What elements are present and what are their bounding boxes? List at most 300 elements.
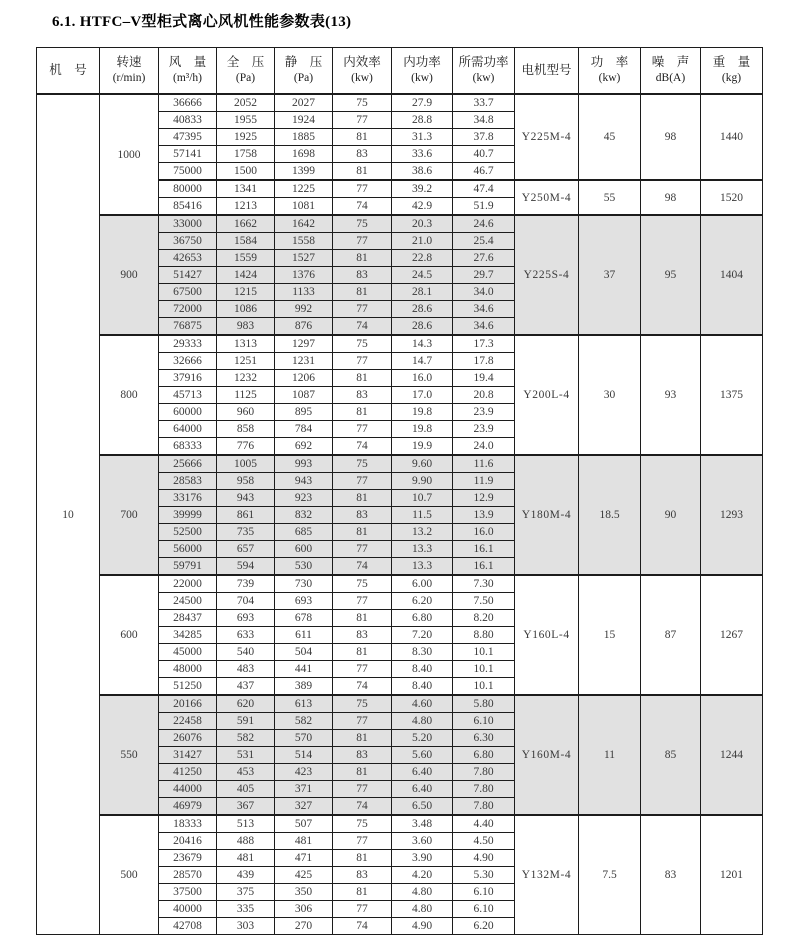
header-label: 所需功率 bbox=[458, 55, 509, 70]
cell-flow: 24500 bbox=[159, 593, 217, 610]
cell-internal-power: 6.00 bbox=[392, 575, 453, 593]
cell-required-power: 12.9 bbox=[453, 490, 515, 507]
cell-total-pressure: 657 bbox=[217, 541, 275, 558]
cell-total-pressure: 693 bbox=[217, 610, 275, 627]
header-label: 重 量 bbox=[712, 55, 751, 70]
cell-internal-power: 6.50 bbox=[392, 798, 453, 816]
cell-flow: 46979 bbox=[159, 798, 217, 816]
header-row bbox=[37, 48, 763, 95]
cell-total-pressure: 2052 bbox=[217, 94, 275, 112]
cell-internal-power: 24.5 bbox=[392, 267, 453, 284]
col-header-total-pressure bbox=[217, 48, 275, 95]
cell-required-power: 19.4 bbox=[453, 370, 515, 387]
cell-static-pressure: 1376 bbox=[275, 267, 333, 284]
cell-total-pressure: 1313 bbox=[217, 335, 275, 353]
cell-speed: 1000 bbox=[100, 94, 159, 215]
cell-internal-power: 3.48 bbox=[392, 815, 453, 833]
cell-motor-power: 45 bbox=[579, 94, 641, 180]
cell-required-power: 8.20 bbox=[453, 610, 515, 627]
cell-noise: 83 bbox=[641, 815, 701, 935]
page-title: 6.1. HTFC–V型柜式离心风机性能参数表(13) bbox=[52, 14, 352, 30]
cell-required-power: 24.0 bbox=[453, 438, 515, 456]
cell-weight: 1520 bbox=[701, 180, 763, 215]
header-unit: (kg) bbox=[721, 72, 742, 85]
cell-internal-power: 4.20 bbox=[392, 867, 453, 884]
fan-performance-table bbox=[36, 47, 763, 935]
cell-motor-model: Y250M-4 bbox=[515, 180, 579, 215]
cell-static-pressure: 582 bbox=[275, 713, 333, 730]
cell-static-pressure: 471 bbox=[275, 850, 333, 867]
cell-internal-power: 6.80 bbox=[392, 610, 453, 627]
cell-noise: 98 bbox=[641, 180, 701, 215]
header-unit: (Pa) bbox=[293, 72, 314, 85]
col-header-noise bbox=[641, 48, 701, 95]
cell-total-pressure: 1424 bbox=[217, 267, 275, 284]
cell-efficiency: 77 bbox=[333, 593, 392, 610]
cell-efficiency: 77 bbox=[333, 541, 392, 558]
cell-total-pressure: 1213 bbox=[217, 198, 275, 216]
cell-efficiency: 81 bbox=[333, 644, 392, 661]
cell-static-pressure: 895 bbox=[275, 404, 333, 421]
cell-total-pressure: 958 bbox=[217, 473, 275, 490]
cell-static-pressure: 600 bbox=[275, 541, 333, 558]
cell-internal-power: 28.6 bbox=[392, 318, 453, 336]
cell-required-power: 16.1 bbox=[453, 558, 515, 576]
cell-motor-power: 7.5 bbox=[579, 815, 641, 935]
cell-speed: 900 bbox=[100, 215, 159, 335]
cell-noise: 87 bbox=[641, 575, 701, 695]
cell-flow: 68333 bbox=[159, 438, 217, 456]
cell-total-pressure: 704 bbox=[217, 593, 275, 610]
cell-static-pressure: 389 bbox=[275, 678, 333, 696]
cell-required-power: 10.1 bbox=[453, 644, 515, 661]
header-unit: (kw) bbox=[472, 72, 495, 85]
cell-efficiency: 83 bbox=[333, 747, 392, 764]
cell-total-pressure: 739 bbox=[217, 575, 275, 593]
cell-required-power: 6.10 bbox=[453, 901, 515, 918]
cell-total-pressure: 437 bbox=[217, 678, 275, 696]
cell-required-power: 25.4 bbox=[453, 233, 515, 250]
cell-internal-power: 14.7 bbox=[392, 353, 453, 370]
table-row bbox=[37, 575, 763, 593]
cell-machine-no: 10 bbox=[37, 94, 100, 935]
cell-internal-power: 7.20 bbox=[392, 627, 453, 644]
cell-static-pressure: 570 bbox=[275, 730, 333, 747]
cell-required-power: 17.8 bbox=[453, 353, 515, 370]
cell-static-pressure: 1087 bbox=[275, 387, 333, 404]
cell-flow: 67500 bbox=[159, 284, 217, 301]
cell-flow: 34285 bbox=[159, 627, 217, 644]
cell-flow: 22000 bbox=[159, 575, 217, 593]
table-row bbox=[37, 455, 763, 473]
cell-efficiency: 83 bbox=[333, 627, 392, 644]
cell-static-pressure: 1642 bbox=[275, 215, 333, 233]
cell-total-pressure: 594 bbox=[217, 558, 275, 576]
cell-flow: 32666 bbox=[159, 353, 217, 370]
cell-required-power: 7.80 bbox=[453, 764, 515, 781]
cell-required-power: 5.30 bbox=[453, 867, 515, 884]
cell-noise: 93 bbox=[641, 335, 701, 455]
cell-static-pressure: 1225 bbox=[275, 180, 333, 198]
cell-total-pressure: 540 bbox=[217, 644, 275, 661]
cell-efficiency: 83 bbox=[333, 507, 392, 524]
cell-required-power: 7.50 bbox=[453, 593, 515, 610]
cell-required-power: 16.1 bbox=[453, 541, 515, 558]
cell-total-pressure: 367 bbox=[217, 798, 275, 816]
header-unit: (kw) bbox=[351, 72, 373, 85]
cell-flow: 52500 bbox=[159, 524, 217, 541]
cell-internal-power: 21.0 bbox=[392, 233, 453, 250]
header-label: 噪 声 bbox=[651, 55, 690, 70]
cell-flow: 28437 bbox=[159, 610, 217, 627]
header-label: 内功率 bbox=[403, 55, 441, 70]
cell-required-power: 6.30 bbox=[453, 730, 515, 747]
cell-weight: 1440 bbox=[701, 94, 763, 180]
cell-weight: 1293 bbox=[701, 455, 763, 575]
cell-total-pressure: 1500 bbox=[217, 163, 275, 181]
cell-static-pressure: 1399 bbox=[275, 163, 333, 181]
cell-static-pressure: 1885 bbox=[275, 129, 333, 146]
cell-static-pressure: 514 bbox=[275, 747, 333, 764]
cell-static-pressure: 441 bbox=[275, 661, 333, 678]
cell-flow: 64000 bbox=[159, 421, 217, 438]
cell-efficiency: 74 bbox=[333, 438, 392, 456]
cell-total-pressure: 1215 bbox=[217, 284, 275, 301]
cell-total-pressure: 943 bbox=[217, 490, 275, 507]
cell-static-pressure: 1527 bbox=[275, 250, 333, 267]
cell-efficiency: 74 bbox=[333, 918, 392, 935]
cell-efficiency: 81 bbox=[333, 284, 392, 301]
cell-noise: 90 bbox=[641, 455, 701, 575]
cell-static-pressure: 504 bbox=[275, 644, 333, 661]
cell-total-pressure: 1341 bbox=[217, 180, 275, 198]
cell-static-pressure: 530 bbox=[275, 558, 333, 576]
cell-flow: 75000 bbox=[159, 163, 217, 181]
cell-flow: 33000 bbox=[159, 215, 217, 233]
cell-internal-power: 13.2 bbox=[392, 524, 453, 541]
table-row bbox=[37, 335, 763, 353]
cell-flow: 28570 bbox=[159, 867, 217, 884]
cell-total-pressure: 1232 bbox=[217, 370, 275, 387]
cell-flow: 33176 bbox=[159, 490, 217, 507]
cell-internal-power: 5.20 bbox=[392, 730, 453, 747]
cell-efficiency: 74 bbox=[333, 318, 392, 336]
table-row bbox=[37, 815, 763, 833]
cell-efficiency: 75 bbox=[333, 815, 392, 833]
col-header-speed bbox=[100, 48, 159, 95]
cell-speed: 800 bbox=[100, 335, 159, 455]
cell-required-power: 20.8 bbox=[453, 387, 515, 404]
cell-total-pressure: 633 bbox=[217, 627, 275, 644]
cell-required-power: 40.7 bbox=[453, 146, 515, 163]
cell-flow: 23679 bbox=[159, 850, 217, 867]
cell-flow: 37916 bbox=[159, 370, 217, 387]
cell-static-pressure: 993 bbox=[275, 455, 333, 473]
cell-internal-power: 4.60 bbox=[392, 695, 453, 713]
cell-total-pressure: 1005 bbox=[217, 455, 275, 473]
cell-required-power: 46.7 bbox=[453, 163, 515, 181]
cell-static-pressure: 1924 bbox=[275, 112, 333, 129]
cell-required-power: 23.9 bbox=[453, 421, 515, 438]
cell-total-pressure: 335 bbox=[217, 901, 275, 918]
cell-flow: 41250 bbox=[159, 764, 217, 781]
cell-speed: 500 bbox=[100, 815, 159, 935]
cell-internal-power: 39.2 bbox=[392, 180, 453, 198]
cell-total-pressure: 983 bbox=[217, 318, 275, 336]
col-header-motor-model bbox=[515, 48, 579, 95]
cell-efficiency: 83 bbox=[333, 867, 392, 884]
header-label: 内效率 bbox=[343, 55, 381, 70]
cell-required-power: 51.9 bbox=[453, 198, 515, 216]
cell-internal-power: 3.60 bbox=[392, 833, 453, 850]
cell-static-pressure: 1698 bbox=[275, 146, 333, 163]
cell-static-pressure: 1133 bbox=[275, 284, 333, 301]
cell-efficiency: 75 bbox=[333, 575, 392, 593]
cell-internal-power: 9.90 bbox=[392, 473, 453, 490]
header-label: 全 压 bbox=[226, 55, 265, 70]
header-unit: (kw) bbox=[411, 72, 433, 85]
cell-internal-power: 27.9 bbox=[392, 94, 453, 112]
col-header-machine-no bbox=[37, 48, 100, 95]
cell-flow: 22458 bbox=[159, 713, 217, 730]
cell-flow: 40000 bbox=[159, 901, 217, 918]
cell-noise: 85 bbox=[641, 695, 701, 815]
header-unit: (Pa) bbox=[235, 72, 256, 85]
cell-required-power: 6.10 bbox=[453, 713, 515, 730]
cell-required-power: 37.8 bbox=[453, 129, 515, 146]
cell-internal-power: 11.5 bbox=[392, 507, 453, 524]
cell-efficiency: 81 bbox=[333, 764, 392, 781]
cell-flow: 36666 bbox=[159, 94, 217, 112]
cell-efficiency: 77 bbox=[333, 833, 392, 850]
cell-motor-power: 18.5 bbox=[579, 455, 641, 575]
cell-efficiency: 75 bbox=[333, 695, 392, 713]
cell-motor-model: Y132M-4 bbox=[515, 815, 579, 935]
cell-motor-power: 55 bbox=[579, 180, 641, 215]
cell-static-pressure: 923 bbox=[275, 490, 333, 507]
cell-static-pressure: 371 bbox=[275, 781, 333, 798]
cell-flow: 44000 bbox=[159, 781, 217, 798]
cell-efficiency: 81 bbox=[333, 370, 392, 387]
cell-static-pressure: 678 bbox=[275, 610, 333, 627]
cell-flow: 80000 bbox=[159, 180, 217, 198]
cell-internal-power: 13.3 bbox=[392, 541, 453, 558]
cell-total-pressure: 858 bbox=[217, 421, 275, 438]
cell-flow: 40833 bbox=[159, 112, 217, 129]
cell-flow: 31427 bbox=[159, 747, 217, 764]
header-label: 静 压 bbox=[284, 55, 323, 70]
cell-required-power: 7.80 bbox=[453, 798, 515, 816]
cell-flow: 25666 bbox=[159, 455, 217, 473]
cell-required-power: 11.9 bbox=[453, 473, 515, 490]
cell-required-power: 6.20 bbox=[453, 918, 515, 935]
cell-total-pressure: 513 bbox=[217, 815, 275, 833]
cell-required-power: 4.40 bbox=[453, 815, 515, 833]
header-label: 机 号 bbox=[49, 63, 87, 78]
cell-efficiency: 77 bbox=[333, 301, 392, 318]
cell-static-pressure: 327 bbox=[275, 798, 333, 816]
cell-required-power: 7.30 bbox=[453, 575, 515, 593]
cell-speed: 550 bbox=[100, 695, 159, 815]
cell-noise: 98 bbox=[641, 94, 701, 180]
cell-efficiency: 81 bbox=[333, 730, 392, 747]
cell-flow: 56000 bbox=[159, 541, 217, 558]
cell-internal-power: 14.3 bbox=[392, 335, 453, 353]
cell-total-pressure: 591 bbox=[217, 713, 275, 730]
cell-static-pressure: 832 bbox=[275, 507, 333, 524]
cell-efficiency: 77 bbox=[333, 473, 392, 490]
col-header-efficiency bbox=[333, 48, 392, 95]
header-label: 转速 bbox=[116, 55, 142, 70]
cell-flow: 72000 bbox=[159, 301, 217, 318]
cell-required-power: 6.10 bbox=[453, 884, 515, 901]
cell-static-pressure: 1206 bbox=[275, 370, 333, 387]
cell-internal-power: 8.30 bbox=[392, 644, 453, 661]
cell-total-pressure: 1758 bbox=[217, 146, 275, 163]
cell-total-pressure: 488 bbox=[217, 833, 275, 850]
cell-flow: 85416 bbox=[159, 198, 217, 216]
cell-motor-power: 15 bbox=[579, 575, 641, 695]
cell-total-pressure: 960 bbox=[217, 404, 275, 421]
cell-flow: 20416 bbox=[159, 833, 217, 850]
col-header-flow bbox=[159, 48, 217, 95]
cell-required-power: 5.80 bbox=[453, 695, 515, 713]
cell-static-pressure: 611 bbox=[275, 627, 333, 644]
cell-internal-power: 38.6 bbox=[392, 163, 453, 181]
cell-efficiency: 74 bbox=[333, 678, 392, 696]
cell-total-pressure: 1125 bbox=[217, 387, 275, 404]
col-header-static-pressure bbox=[275, 48, 333, 95]
cell-total-pressure: 531 bbox=[217, 747, 275, 764]
cell-total-pressure: 1251 bbox=[217, 353, 275, 370]
cell-required-power: 6.80 bbox=[453, 747, 515, 764]
cell-required-power: 16.0 bbox=[453, 524, 515, 541]
cell-total-pressure: 303 bbox=[217, 918, 275, 935]
cell-efficiency: 77 bbox=[333, 353, 392, 370]
cell-flow: 26076 bbox=[159, 730, 217, 747]
cell-motor-model: Y225M-4 bbox=[515, 94, 579, 180]
cell-internal-power: 17.0 bbox=[392, 387, 453, 404]
cell-total-pressure: 861 bbox=[217, 507, 275, 524]
cell-total-pressure: 735 bbox=[217, 524, 275, 541]
cell-efficiency: 74 bbox=[333, 798, 392, 816]
cell-internal-power: 8.40 bbox=[392, 661, 453, 678]
table-row bbox=[37, 94, 763, 112]
cell-internal-power: 16.0 bbox=[392, 370, 453, 387]
cell-motor-power: 30 bbox=[579, 335, 641, 455]
cell-static-pressure: 1558 bbox=[275, 233, 333, 250]
cell-flow: 18333 bbox=[159, 815, 217, 833]
cell-efficiency: 74 bbox=[333, 558, 392, 576]
cell-static-pressure: 2027 bbox=[275, 94, 333, 112]
cell-efficiency: 83 bbox=[333, 146, 392, 163]
cell-speed: 700 bbox=[100, 455, 159, 575]
cell-flow: 36750 bbox=[159, 233, 217, 250]
header-label: 功 率 bbox=[590, 55, 629, 70]
cell-flow: 28583 bbox=[159, 473, 217, 490]
cell-static-pressure: 730 bbox=[275, 575, 333, 593]
cell-static-pressure: 481 bbox=[275, 833, 333, 850]
cell-required-power: 11.6 bbox=[453, 455, 515, 473]
cell-total-pressure: 483 bbox=[217, 661, 275, 678]
cell-flow: 59791 bbox=[159, 558, 217, 576]
cell-speed: 600 bbox=[100, 575, 159, 695]
cell-efficiency: 81 bbox=[333, 404, 392, 421]
cell-weight: 1244 bbox=[701, 695, 763, 815]
cell-required-power: 17.3 bbox=[453, 335, 515, 353]
cell-efficiency: 81 bbox=[333, 610, 392, 627]
cell-total-pressure: 439 bbox=[217, 867, 275, 884]
cell-efficiency: 74 bbox=[333, 198, 392, 216]
cell-static-pressure: 784 bbox=[275, 421, 333, 438]
cell-efficiency: 77 bbox=[333, 421, 392, 438]
cell-internal-power: 10.7 bbox=[392, 490, 453, 507]
cell-motor-model: Y160M-4 bbox=[515, 695, 579, 815]
cell-efficiency: 77 bbox=[333, 713, 392, 730]
cell-total-pressure: 1584 bbox=[217, 233, 275, 250]
col-header-internal-power bbox=[392, 48, 453, 95]
cell-internal-power: 8.40 bbox=[392, 678, 453, 696]
cell-required-power: 13.9 bbox=[453, 507, 515, 524]
cell-efficiency: 75 bbox=[333, 215, 392, 233]
table-body bbox=[37, 94, 763, 935]
cell-internal-power: 3.90 bbox=[392, 850, 453, 867]
table-row bbox=[37, 695, 763, 713]
col-header-motor-power bbox=[579, 48, 641, 95]
cell-efficiency: 77 bbox=[333, 781, 392, 798]
cell-required-power: 34.0 bbox=[453, 284, 515, 301]
cell-required-power: 4.50 bbox=[453, 833, 515, 850]
cell-weight: 1201 bbox=[701, 815, 763, 935]
cell-internal-power: 9.60 bbox=[392, 455, 453, 473]
cell-total-pressure: 1955 bbox=[217, 112, 275, 129]
cell-static-pressure: 425 bbox=[275, 867, 333, 884]
cell-internal-power: 6.20 bbox=[392, 593, 453, 610]
cell-static-pressure: 1231 bbox=[275, 353, 333, 370]
cell-motor-model: Y180M-4 bbox=[515, 455, 579, 575]
cell-internal-power: 4.80 bbox=[392, 884, 453, 901]
header-label: 风 量 bbox=[168, 55, 207, 70]
cell-required-power: 10.1 bbox=[453, 661, 515, 678]
cell-weight: 1267 bbox=[701, 575, 763, 695]
header-label: 电机型号 bbox=[521, 63, 572, 78]
cell-total-pressure: 582 bbox=[217, 730, 275, 747]
cell-required-power: 33.7 bbox=[453, 94, 515, 112]
header-unit: (r/min) bbox=[112, 72, 146, 85]
cell-internal-power: 31.3 bbox=[392, 129, 453, 146]
cell-internal-power: 5.60 bbox=[392, 747, 453, 764]
cell-efficiency: 81 bbox=[333, 163, 392, 181]
cell-total-pressure: 1559 bbox=[217, 250, 275, 267]
header-unit: dB(A) bbox=[655, 72, 686, 85]
cell-flow: 45713 bbox=[159, 387, 217, 404]
cell-total-pressure: 776 bbox=[217, 438, 275, 456]
cell-total-pressure: 375 bbox=[217, 884, 275, 901]
cell-static-pressure: 1081 bbox=[275, 198, 333, 216]
cell-efficiency: 77 bbox=[333, 180, 392, 198]
cell-required-power: 23.9 bbox=[453, 404, 515, 421]
cell-motor-model: Y200L-4 bbox=[515, 335, 579, 455]
cell-static-pressure: 613 bbox=[275, 695, 333, 713]
cell-required-power: 10.1 bbox=[453, 678, 515, 696]
cell-weight: 1404 bbox=[701, 215, 763, 335]
cell-static-pressure: 876 bbox=[275, 318, 333, 336]
cell-internal-power: 33.6 bbox=[392, 146, 453, 163]
cell-required-power: 47.4 bbox=[453, 180, 515, 198]
table-header bbox=[37, 48, 763, 95]
cell-required-power: 34.6 bbox=[453, 301, 515, 318]
cell-static-pressure: 1297 bbox=[275, 335, 333, 353]
